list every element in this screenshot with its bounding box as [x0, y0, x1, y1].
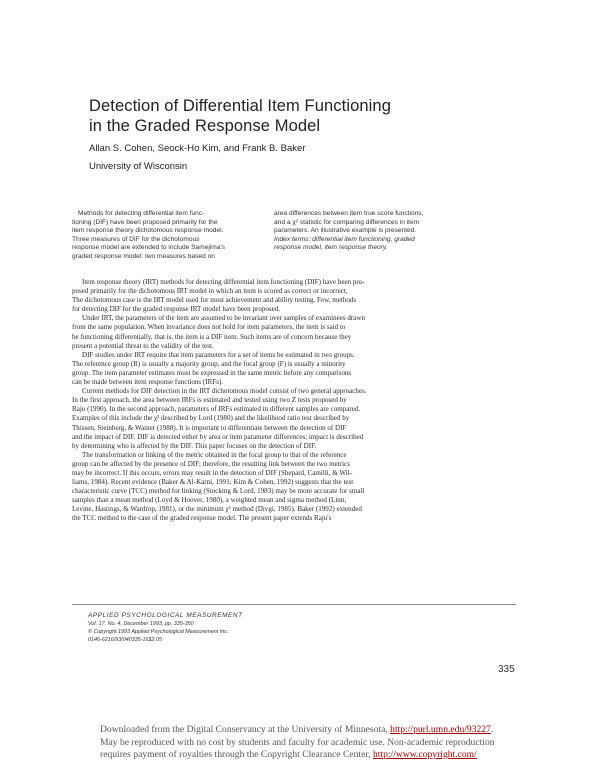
body-line: Item response theory (IRT) methods for detecting differential item functioning (DIF) have been pro-: [82, 278, 365, 286]
journal-info: [88, 612, 243, 644]
body-line: be functioning differentially, that is, the item is a DIF item. Such items are of concern because they: [72, 332, 352, 341]
abstract-right-column: [274, 210, 484, 253]
page-number: 335: [498, 664, 515, 675]
download-line-3: [100, 749, 520, 762]
abstract-left-column: [72, 210, 262, 262]
body-line: Current methods for DIF detection in the IRT dichotomous model consist of two general approaches.: [82, 387, 367, 396]
body-line: characteristic curve (TCC) method for linking (Stocking & Lord, 1983) may be more accurate for small: [72, 487, 365, 496]
body-line: and the impact of DIF. DIF is detected either by area or item parameter differences; impact is described: [72, 432, 364, 441]
body-line: for detecting DIF for the graded response IRT model have been proposed.: [72, 305, 281, 314]
body-line: In the first approach, the area between IRFs is estimated and tested using two Z tests proposed by: [72, 396, 347, 405]
abstract-line: area differences between item true score functions,: [274, 210, 424, 217]
copyright-link[interactable]: http://www.copyright.com/: [372, 749, 477, 760]
journal-issn: 0146-6216/93/040335-16$2.05: [88, 637, 163, 643]
body-line: The reference group (R) is usually a majority group, and the focal group (F) is usually a minority: [72, 359, 346, 368]
body-line: DIF studies under IRT require that item parameters for a set of items be estimated in two groups.: [82, 350, 355, 359]
body-line: posed primarily for the dichotomous IRT model in which an item is scored as correct or incorrect.: [72, 287, 348, 296]
body-line: Levine, Hastings, & Wardrop, 1981), or the minimum χ² method (Divgi, 1985). Baker (1992) extended: [72, 505, 362, 514]
download-line-1-suffix: .: [490, 724, 494, 735]
body-line: from the same population. When invariance does not hold for item parameters, the item is said to: [72, 323, 346, 332]
abstract-line: and a χ² statistic for comparing differences in item: [274, 218, 420, 226]
body-line: Thissen, Steinberg, & Wainer (1988). It is important to differentiate between the detection of DIF: [72, 423, 347, 432]
body-line: Examples of this include the χ² described by Lord (1980) and the likelihood ratio test described by: [72, 414, 350, 423]
journal-name: APPLIED PSYCHOLOGICAL MEASUREMENT: [88, 612, 243, 619]
download-notice: [100, 724, 520, 762]
body-line: liams, 1984). Recent evidence (Baker & Al-Karni, 1991; Kim & Cohen, 1992) suggests that the test: [72, 478, 354, 487]
body-line: Raju (1990). In the second approach, parameters of IRFs estimated in different samples are compared.: [72, 405, 361, 414]
journal-volume: Vol. 17, No. 4, December 1993, pp. 335-350: [88, 621, 194, 627]
abstract-line: Three measures of DIF for the dichotomous: [72, 235, 200, 243]
body-line: group. The item parameter estimates must be expressed in the same metric before any comparisons: [72, 368, 352, 377]
body-line: Under IRT, the parameters of the item are assumed to be invariant over samples of examinees drawn: [82, 314, 365, 323]
purl-link[interactable]: http://purl.umn.edu/93227: [390, 724, 491, 735]
body-line: The transformation or linking of the metric obtained in the focal group to that of the reference: [82, 450, 347, 459]
download-line-1-text: Downloaded from the Digital Conservancy at the University of Minnesota,: [100, 724, 391, 735]
abstract-line: tioning (DIF) have been proposed primarily for the: [72, 218, 218, 226]
authors: Allan S. Cohen, Seock-Ho Kim, and Frank B. Baker: [89, 143, 306, 154]
index-terms-line: Index terms: differential item functioning, graded: [274, 235, 415, 243]
download-line-2: May be reproduced with no cost by students and faculty for academic use. Non-academic reproduction: [100, 736, 495, 748]
abstract-line: response model are extended to include Samejima's: [72, 244, 226, 252]
body-line: present a potential threat to the validity of the test.: [72, 341, 214, 350]
body-line: samples than a mean method (Loyd & Hoover, 1980), a weighted mean and sigma method (Linn,: [72, 496, 347, 505]
index-terms-line: response model, item response theory.: [274, 244, 388, 252]
abstract-line: parameters. An illustrative example is presented.: [274, 227, 417, 235]
title-line-2: in the Graded Response Model: [89, 117, 321, 135]
body-line: may be incorrect. If this occurs, errors may result in the detection of DIF (Shepard, Camilli, & Wil-: [72, 468, 353, 477]
abstract-line: graded response model: two measures based on: [72, 252, 215, 260]
body-text: [72, 278, 516, 524]
download-line-1: [100, 724, 520, 737]
abstract-line: item response theory dichotomous response model.: [72, 227, 224, 235]
affiliation: University of Wisconsin: [89, 161, 188, 172]
download-line-3-text: requires payment of royalties through the Copyright Clearance Center,: [100, 749, 373, 760]
body-line: group can be affected by the presence of DIF; therefore, the resulting link between the two metrics: [72, 459, 350, 468]
footnote-divider: [72, 604, 516, 605]
body-line: by determining who is affected by the DIF. This paper focuses on the detection of DIF.: [72, 441, 317, 450]
title-line-1: Detection of Differential Item Functioning: [89, 97, 391, 115]
abstract-line: Methods for detecting differential item func-: [78, 210, 205, 217]
body-line: The dichotomous case is the IRT model used for most achievement and ability testing. Few, methods: [72, 296, 357, 305]
body-line: the TCC method to the case of the graded response model. The present paper extends Raju's: [72, 514, 332, 523]
article-title: [89, 96, 529, 136]
journal-copyright: © Copyright 1993 Applied Psychological Measurement Inc.: [88, 629, 229, 635]
body-line: can be made between item response functions (IRFs).: [72, 378, 224, 387]
